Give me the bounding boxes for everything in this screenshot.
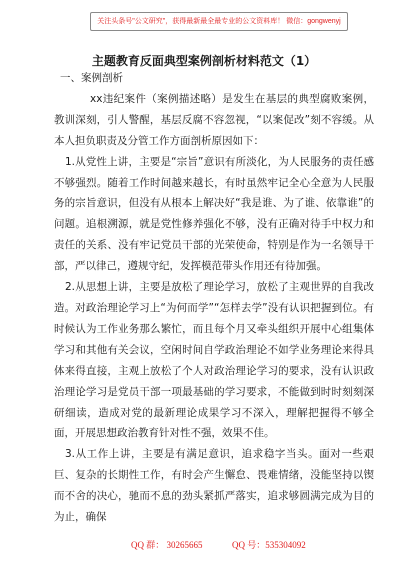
paragraph: 2.从思想上讲，主要是放松了理论学习，放松了主观世界的自我改造。对政治理论学习上“为何而学”“怎样去学”没有认识把握到位。有时候认为工作业务那么繁忙，而且每个月又牵头组织开展中心组集体学习和其他有关会议，空闲时间自学政治理论不如学业务理论来得具体来得直接，主观上放松了个人对政治理论学习的要求，没有认识政治理论学习是党员干部一项最基础的学习要求，不能做到时时刻刻深研细读，造成对党的最新理论成果学习不深入，理解把握得不够全面，开展思想政治教育针对性不强，效果不佳。	[54, 281, 374, 440]
paragraph: 1.从党性上讲，主要是“宗旨”意识有所淡化，为人民服务的责任感不够强烈。随着工作时间越来越长，有时虽然牢记全心全意为人民服务的宗旨意识，但没有从根本上解决好“我是谁、为了谁、依靠谁”的问题。追根溯源，就是党性修养强化不够，没有正确对待手中权力和责任的关系、没有牢记党员干部的光荣使命，特别是作为一名领导干部，严以律己，遵规守纪，发挥模范带头作用还有待加强。	[54, 155, 374, 273]
qq-group-number: QQ 群： 30265665	[131, 540, 203, 550]
paragraph: xx违纪案件（案例描述略）是发生在基层的典型腐败案例，教训深刻，引人警醒，基层反腐不容忽视，“以案促改”刻不容缓。从本人担负职责及分管工作方面剖析原因如下：	[54, 92, 374, 147]
document-title: 主题教育反面典型案例剖析材料范文（1）	[91, 54, 317, 68]
document-body	[54, 68, 374, 528]
qq-number: QQ 号：535304092	[232, 540, 306, 550]
section-heading: 一、案例剖析	[60, 72, 123, 84]
paragraph: 3.从工作上讲，主要是有满足意识，追求稳字当头。面对一些艰巨、复杂的长期性工作，有时会产生懈怠、畏难情绪，没能坚持以锲而不舍的决心，驰而不息的劲头紧抓严落实，追求够圆满完成为目的为止，确保	[54, 448, 374, 524]
promo-banner: 关注头条号"公文研究"，获得最新最全最专业的公文资料库！ 微信：gongwenyj	[90, 12, 348, 31]
page-footer	[0, 538, 408, 552]
